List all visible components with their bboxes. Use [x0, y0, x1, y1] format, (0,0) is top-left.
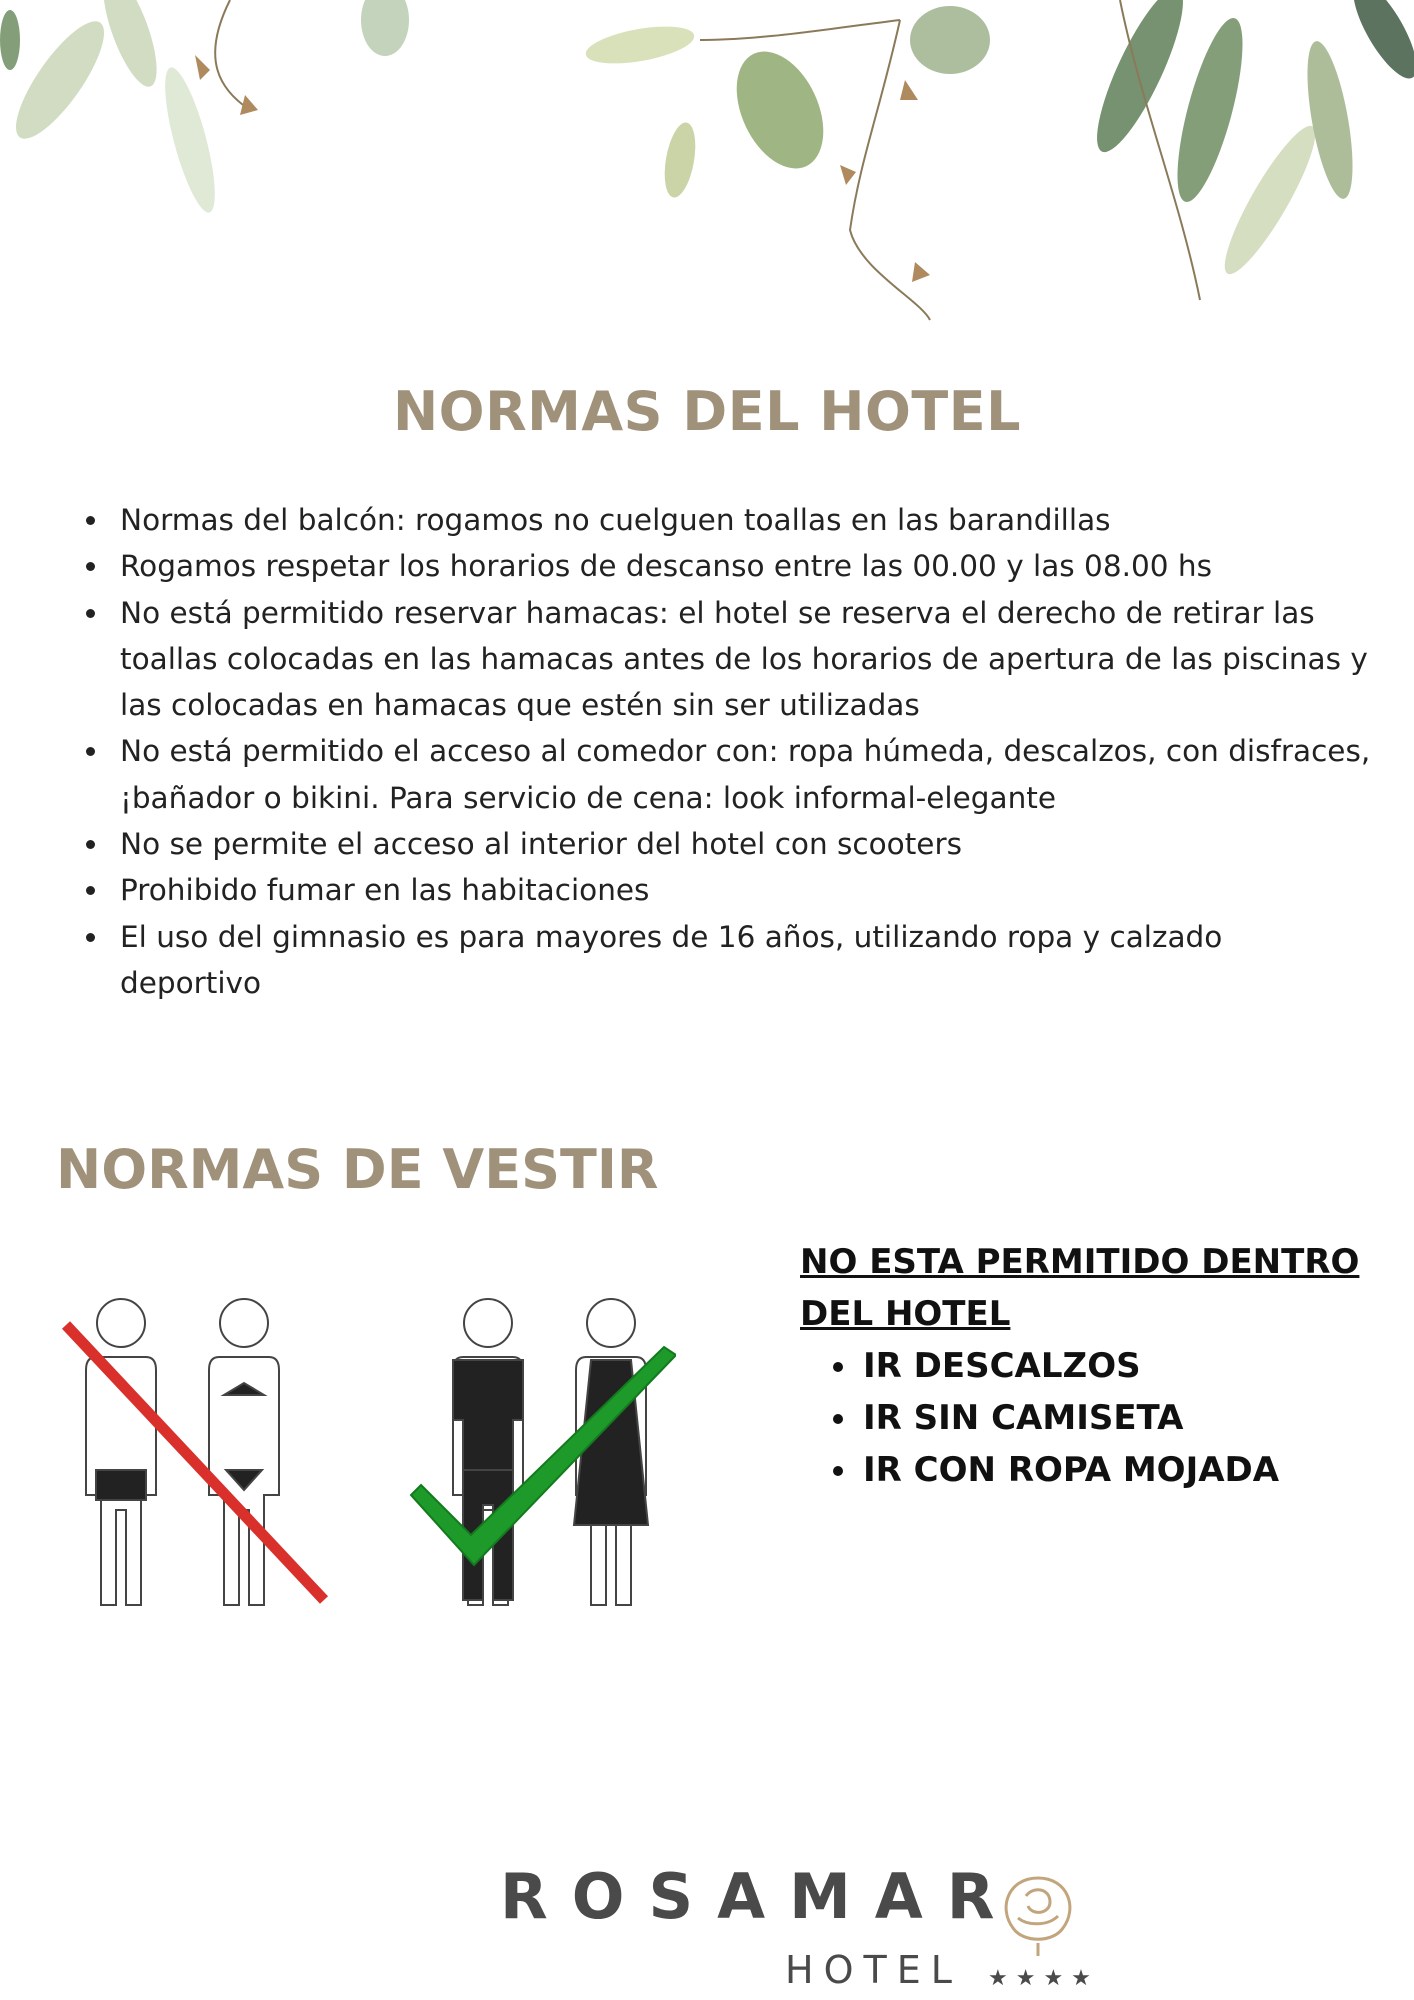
rose-logo-icon	[988, 1868, 1088, 1958]
list-item: Normas del balcón: rogamos no cuelguen toallas en las barandillas	[82, 497, 1372, 543]
dress-code-figures	[56, 1295, 676, 1615]
list-item: El uso del gimnasio es para mayores de 16 años, utilizando ropa y calzado deportivo	[82, 914, 1372, 1007]
list-item: No está permitido el acceso al comedor con: ropa húmeda, descalzos, con disfraces, ¡bañador o bikini. Para servicio de cena: look informal-elegante	[82, 728, 1372, 821]
not-allowed-box	[800, 1236, 1400, 1496]
brand-subtitle: HOTEL	[785, 1948, 962, 1992]
list-item: IR CON ROPA MOJADA	[800, 1444, 1400, 1496]
brand-name: ROSAMAR	[500, 1860, 1019, 1933]
list-item: No está permitido reservar hamacas: el hotel se reserva el derecho de retirar las toallas colocadas en las hamacas antes de los horarios de apertura de las piscinas y las colocadas en hamacas que estén sin ser utilizadas	[82, 590, 1372, 729]
list-item: IR DESCALZOS	[800, 1340, 1400, 1392]
list-item: Prohibido fumar en las habitaciones	[82, 867, 1372, 913]
not-allowed-list	[800, 1340, 1400, 1496]
allowed-clothing-figures	[453, 1299, 648, 1605]
list-item: No se permite el acceso al interior del hotel con scooters	[82, 821, 1372, 867]
not-allowed-title: NO ESTA PERMITIDO DENTRO DEL HOTEL	[800, 1242, 1360, 1334]
list-item: Rogamos respetar los horarios de descanso entre las 00.00 y las 08.00 hs	[82, 543, 1372, 589]
hotel-stars: ★★★★	[988, 1966, 1099, 1991]
page-title: NORMAS DEL HOTEL	[392, 380, 1022, 443]
hotel-rules-list	[82, 497, 1372, 1006]
leaf-decoration	[0, 0, 1414, 340]
dress-code-title: NORMAS DE VESTIR	[56, 1138, 659, 1201]
list-item: IR SIN CAMISETA	[800, 1392, 1400, 1444]
